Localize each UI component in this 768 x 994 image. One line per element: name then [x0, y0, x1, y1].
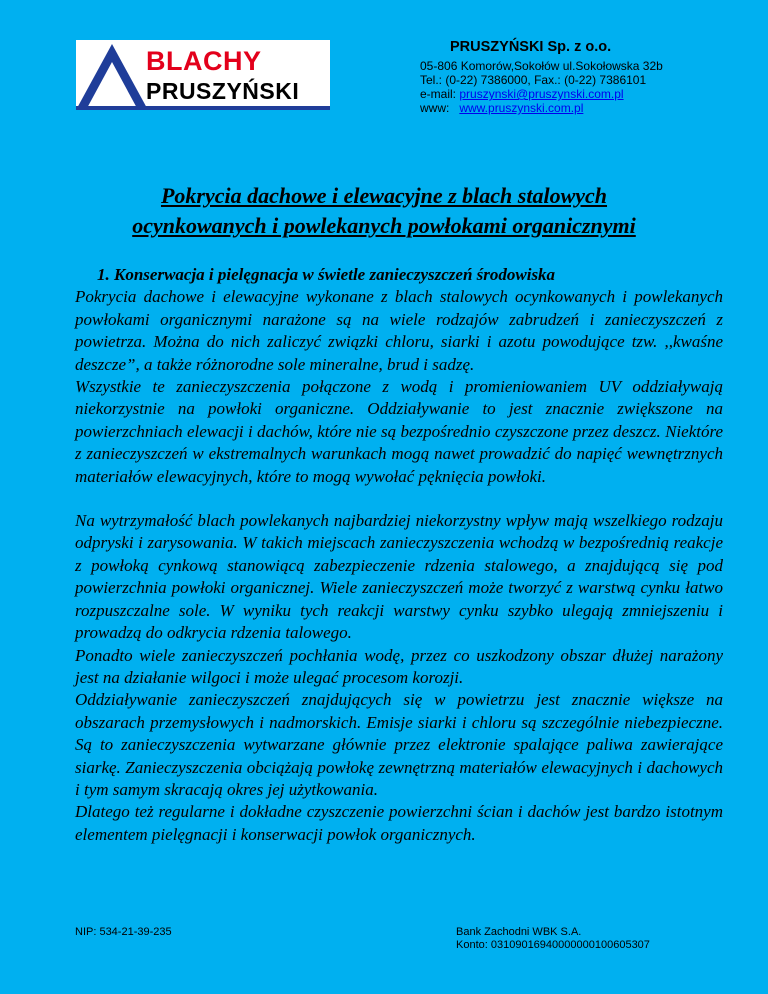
- company-email-row: [420, 87, 740, 101]
- company-phone: Tel.: (0-22) 7386000, Fax.: (0-22) 7386101: [420, 73, 647, 87]
- title-line-1: Pokrycia dachowe i elewacyjne z blach stalowych: [160, 183, 608, 208]
- bank-account: Konto: 03109016940000000100605307: [456, 939, 650, 951]
- footer-bank: [456, 926, 650, 952]
- logo-word-pruszynski: PRUSZYŃSKI: [146, 78, 300, 104]
- document-body: [75, 264, 723, 846]
- www-label: www:: [420, 101, 453, 115]
- paragraph-3: Na wytrzymałość blach powlekanych najbardziej niekorzystny wpływ mają wszelkiego rodzaju odpryski i zarysowania. W takich miejscach zanieczyszczenia wchodzą w bezpośrednią reakcje z powłoką cynkową stanowiącą zabezpieczenie rdzenia stalowego, a znajdującą się pod powierzchnia powłoki organicznej. Wiele zanieczyszczeń może tworzyć z warstwą cynku łatwo rozpuszczalne sole. W wyniku tych reakcji warstwy cynku szybko ulegają zmniejszeniu i prowadzą do odkrycia rdzenia talowego.: [75, 511, 723, 643]
- company-address: 05-806 Komorów,Sokołów ul.Sokołowska 32b: [420, 59, 663, 73]
- email-link[interactable]: pruszynski@pruszynski.com.pl: [459, 87, 624, 101]
- www-link[interactable]: www.pruszynski.com.pl: [459, 101, 584, 115]
- paragraph-2: Wszystkie te zanieczyszczenia połączone z wodą i promieniowaniem UV oddziaływają niekorzystnie na powłoki organiczne. Oddziaływanie to jest znacznie zwiększone na powierzchniach elewacji i dachów, które nie są bezpośrednio czyszczone przez deszcz. Niektóre z zanieczyszczeń w ekstremalnych warunkach mogą nawet prowadzić do napięć wewnętrznych materiałów elewacyjnych, które to mogą wywołać pęknięcia powłoki.: [75, 377, 723, 486]
- company-header: [420, 40, 740, 115]
- paragraph-4: Ponadto wiele zanieczyszczeń pochłania wodę, przez co uszkodzony obszar dłużej narażony jest na działanie wilgoci i może ulegać procesom korozji.: [75, 645, 723, 687]
- paragraph-5: Oddziaływanie zanieczyszczeń znajdujących się w powietrzu jest znacznie większe na obszarach przemysłowych i nadmorskich. Emisje siarki i chloru są szczególnie niebezpieczne. Są to zanieczyszczenia wytwarzane głównie przez elektronie spalające paliwa zawierające siarkę. Zanieczyszczenia obciążają powłokę zewnętrzną materiałów elewacyjnych i dachowych i tym samym skracają okres jej użytkowania.: [75, 690, 723, 799]
- bank-name: Bank Zachodni WBK S.A.: [456, 926, 582, 938]
- email-label: e-mail:: [420, 87, 460, 101]
- logo-word-blachy: BLACHY: [146, 46, 262, 76]
- section-heading: 1. Konserwacja i pielęgnacja w świetle zanieczyszczeń środowiska: [97, 265, 556, 284]
- document-title: [40, 181, 728, 241]
- company-www-row: [420, 101, 740, 115]
- company-name: PRUSZYŃSKI Sp. z o.o.: [450, 39, 612, 55]
- title-line-2: ocynkowanych i powlekanych powłokami organicznymi: [132, 213, 636, 238]
- company-logo: [76, 40, 330, 110]
- footer-nip: NIP: 534-21-39-235: [75, 926, 172, 938]
- paragraph-6: Dlatego też regularne i dokładne czyszczenie powierzchni ścian i dachów jest bardzo istotnym elementem pielęgnacji i konserwacji powłok organicznych.: [75, 802, 723, 844]
- paragraph-spacer: [75, 488, 723, 510]
- paragraph-1: Pokrycia dachowe i elewacyjne wykonane z blach stalowych ocynkowanych i powlekanych powłokami organicznymi narażone są na wiele rodzajów zabrudzeń i zanieczyszczeń z powietrza. Można do nich zaliczyć związki chloru, siarki i azotu powodujące tzw. ,,kwaśne deszcze”, a także różnorodne sole mineralne, brud i sadzę.: [75, 287, 723, 374]
